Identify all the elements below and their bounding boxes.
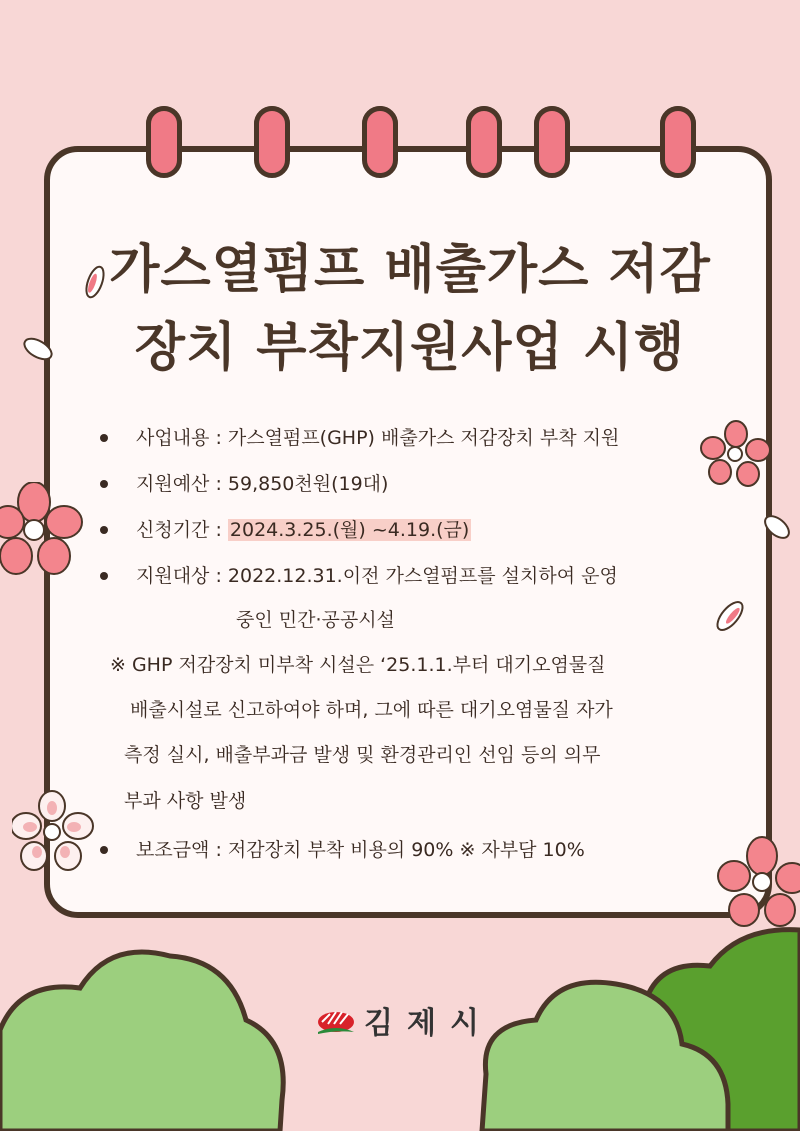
item-target-line2: 중인 민간·공공시설 bbox=[236, 609, 395, 631]
flower-icon bbox=[700, 420, 770, 488]
flower-icon bbox=[716, 836, 800, 928]
note-line2: 배출시설로 신고하여야 하며, 그에 따른 대기오염물질 자가 bbox=[130, 699, 613, 721]
binder-ring bbox=[254, 106, 290, 178]
item-period-value: 2024.3.25.(월) ~4.19.(금) bbox=[229, 519, 470, 541]
binder-ring bbox=[362, 106, 398, 178]
city-logo-text: 김제시 bbox=[364, 1006, 493, 1041]
note-line4: 부과 사항 발생 bbox=[124, 790, 247, 812]
page-title-line1: 가스열펌프 배출가스 저감 bbox=[109, 240, 711, 300]
petal-icon bbox=[760, 510, 794, 544]
bush-left bbox=[0, 940, 290, 1131]
item-period-label: 신청기간 : bbox=[136, 519, 228, 541]
binder-ring bbox=[660, 106, 696, 178]
city-logo bbox=[316, 1004, 496, 1044]
item-budget: 지원예산 : 59,850천원(19대) bbox=[136, 473, 389, 495]
flower-icon bbox=[12, 790, 94, 874]
bullet-icon bbox=[100, 846, 108, 854]
binder-ring bbox=[466, 106, 502, 178]
flower-icon bbox=[0, 482, 84, 578]
petal-icon bbox=[710, 596, 750, 636]
bullet-icon bbox=[100, 480, 108, 488]
bullet-icon bbox=[100, 572, 108, 580]
binder-ring bbox=[146, 106, 182, 178]
note-line1: ※ GHP 저감장치 미부착 시설은 ‘25.1.1.부터 대기오염물질 bbox=[110, 654, 606, 676]
binder-ring bbox=[534, 106, 570, 178]
item-content: 사업내용 : 가스열펌프(GHP) 배출가스 저감장치 부착 지원 bbox=[136, 427, 620, 449]
item-period bbox=[136, 517, 471, 543]
item-target-line1: 지원대상 : 2022.12.31.이전 가스열펌프를 설치하여 운영 bbox=[136, 565, 618, 587]
page-title-line2: 장치 부착지원사업 시행 bbox=[134, 318, 686, 378]
bullet-icon bbox=[100, 434, 108, 442]
item-subsidy: 보조금액 : 저감장치 부착 비용의 90% ※ 자부담 10% bbox=[136, 839, 585, 861]
city-emblem-icon bbox=[316, 1004, 356, 1044]
petal-icon bbox=[20, 334, 56, 364]
note-line3: 측정 실시, 배출부과금 발생 및 환경관리인 선임 등의 의무 bbox=[124, 744, 601, 766]
bullet-icon bbox=[100, 526, 108, 534]
bush-right-light bbox=[476, 964, 736, 1131]
